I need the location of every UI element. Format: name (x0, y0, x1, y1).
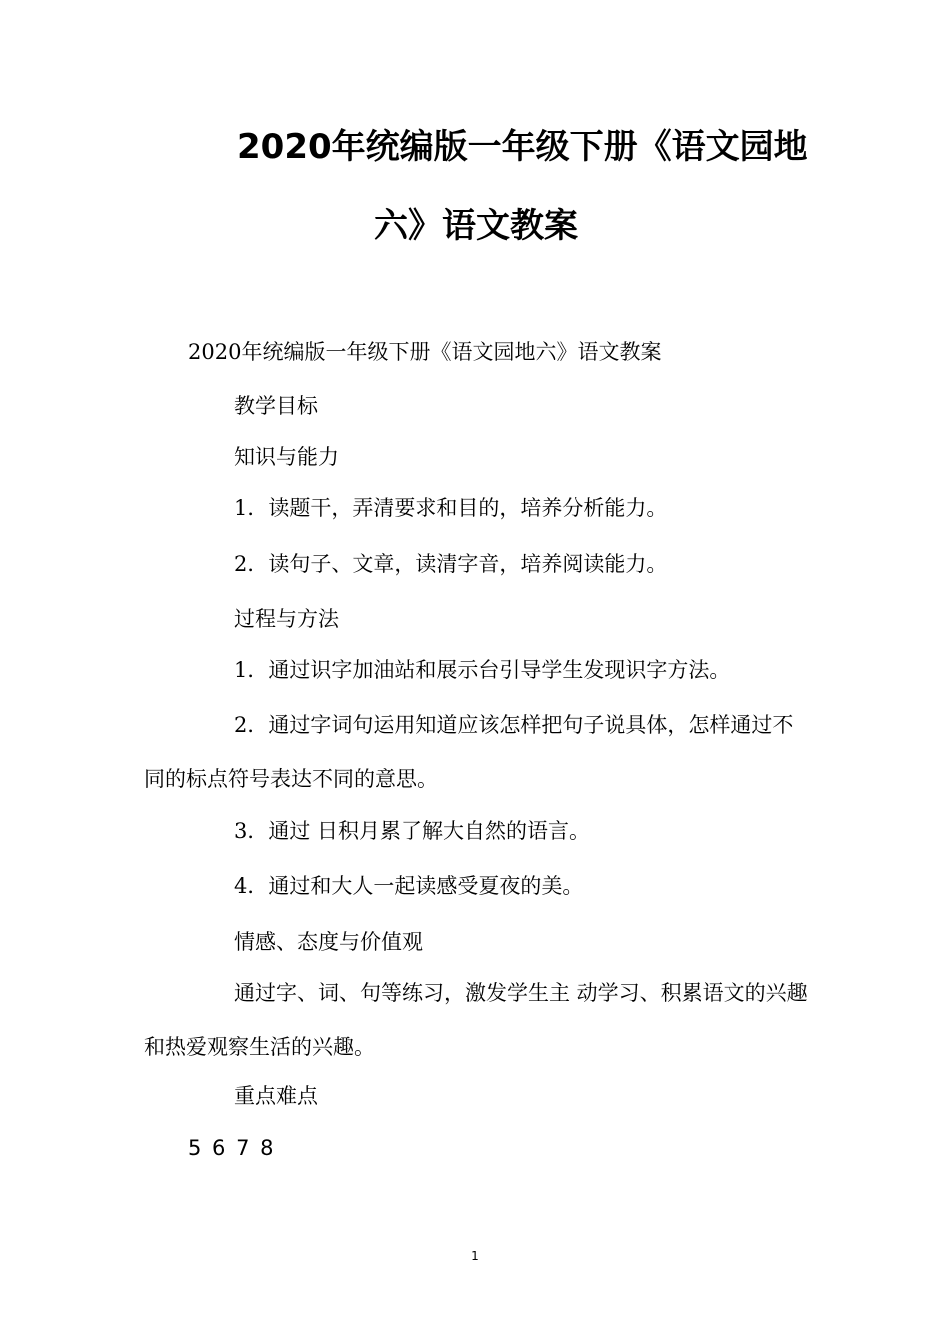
process-item-1: 1．通过识字加油站和展示台引导学生发现识字方法。 (234, 658, 731, 682)
title-line-1: 2020年统编版一年级下册《语文园地 (237, 127, 808, 167)
section-heading-teaching-goals: 教学目标 (234, 394, 318, 418)
numbers-line: 5 6 7 8 (188, 1136, 276, 1160)
process-item-4: 4．通过和大人一起读感受夏夜的美。 (234, 874, 584, 898)
process-item-3: 3．通过 日积月累了解大自然的语言。 (234, 819, 591, 843)
subsection-heading-emotion: 情感、态度与价值观 (234, 930, 423, 954)
title-line-2: 六》语文教案 (374, 206, 578, 246)
knowledge-item-2: 2．读句子、文章，读清字音，培养阅读能力。 (234, 552, 668, 576)
document-heading: 2020年统编版一年级下册《语文园地六》语文教案 (188, 340, 662, 364)
page-number: 1 (471, 1249, 479, 1263)
section-heading-key-points: 重点难点 (234, 1084, 318, 1108)
process-item-2: 2．通过字词句运用知道应该怎样把句子说具体，怎样通过不同的标点符号表达不同的意思。 (144, 713, 794, 791)
subsection-heading-process: 过程与方法 (234, 607, 339, 631)
subsection-heading-knowledge: 知识与能力 (234, 445, 339, 469)
emotion-item-1: 通过字、词、句等练习，激发学生主 动学习、积累语文的兴趣和热爱观察生活的兴趣。 (144, 981, 808, 1059)
knowledge-item-1: 1．读题干，弄清要求和目的，培养分析能力。 (234, 496, 668, 520)
